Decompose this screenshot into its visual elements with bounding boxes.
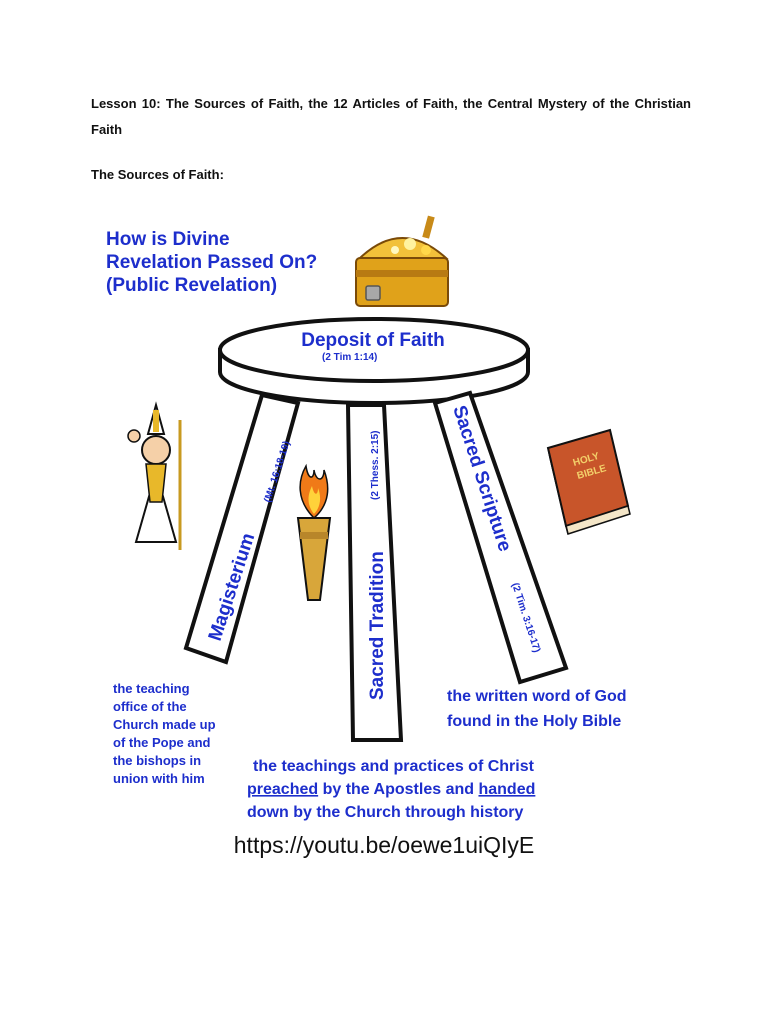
tradition-label: Sacred Tradition bbox=[367, 551, 388, 700]
bible-label-2: BIBLE bbox=[575, 463, 608, 482]
tradition-desc-part: by the Apostles and bbox=[318, 781, 479, 798]
torch-icon bbox=[298, 466, 330, 600]
tradition-description bbox=[247, 758, 535, 821]
holy-bible-icon bbox=[548, 430, 630, 534]
pope-figure-icon bbox=[128, 405, 180, 550]
magisterium-desc-line: union with him bbox=[113, 771, 205, 786]
question-line-2: Revelation Passed On? bbox=[106, 252, 318, 273]
magisterium-ref: (Mt. 16:18-19) bbox=[262, 439, 293, 504]
magisterium-desc-line: the teaching bbox=[113, 681, 190, 696]
tradition-desc-line: down by the Church through history bbox=[247, 804, 524, 821]
question-line-3: (Public Revelation) bbox=[106, 275, 278, 296]
deposit-of-faith-title: Deposit of Faith bbox=[301, 330, 445, 351]
three-legged-stool-diagram bbox=[0, 200, 768, 840]
magisterium-label: Magisterium bbox=[204, 530, 260, 644]
tradition-desc-line: the teachings and practices of Christ bbox=[253, 758, 534, 775]
tradition-desc-underlined: preached bbox=[247, 781, 319, 798]
tradition-ref: (2 Thess. 2:15) bbox=[370, 430, 381, 500]
treasure-chest-icon bbox=[356, 216, 448, 306]
scripture-ref: (2 Tim. 3:16-17) bbox=[509, 581, 543, 654]
magisterium-desc-line: of the Pope and bbox=[113, 735, 211, 750]
deposit-of-faith-ref: (2 Tim 1:14) bbox=[322, 352, 378, 363]
video-link[interactable]: https://youtu.be/oewe1uiQIyE bbox=[233, 832, 535, 858]
tradition-desc-underlined: handed bbox=[478, 781, 536, 798]
question-line-1: How is Divine bbox=[106, 229, 230, 250]
scripture-desc-line: found in the Holy Bible bbox=[447, 713, 622, 730]
magisterium-desc-line: the bishops in bbox=[113, 753, 202, 768]
scripture-desc-line: the written word of God bbox=[447, 688, 627, 705]
tradition-desc-line bbox=[247, 781, 535, 798]
scripture-label: Sacred Scripture bbox=[448, 403, 516, 555]
lesson-title: Lesson 10: The Sources of Faith, the 12 Articles of Faith, the Central Mystery of the Christian Faith bbox=[91, 96, 691, 137]
section-title: The Sources of Faith: bbox=[91, 167, 224, 182]
scripture-description bbox=[447, 688, 627, 730]
magisterium-leg bbox=[186, 395, 298, 662]
magisterium-desc-line: Church made up bbox=[113, 717, 216, 732]
magisterium-description bbox=[113, 681, 216, 786]
bible-label-1: HOLY bbox=[571, 450, 601, 469]
magisterium-desc-line: office of the bbox=[113, 699, 187, 714]
